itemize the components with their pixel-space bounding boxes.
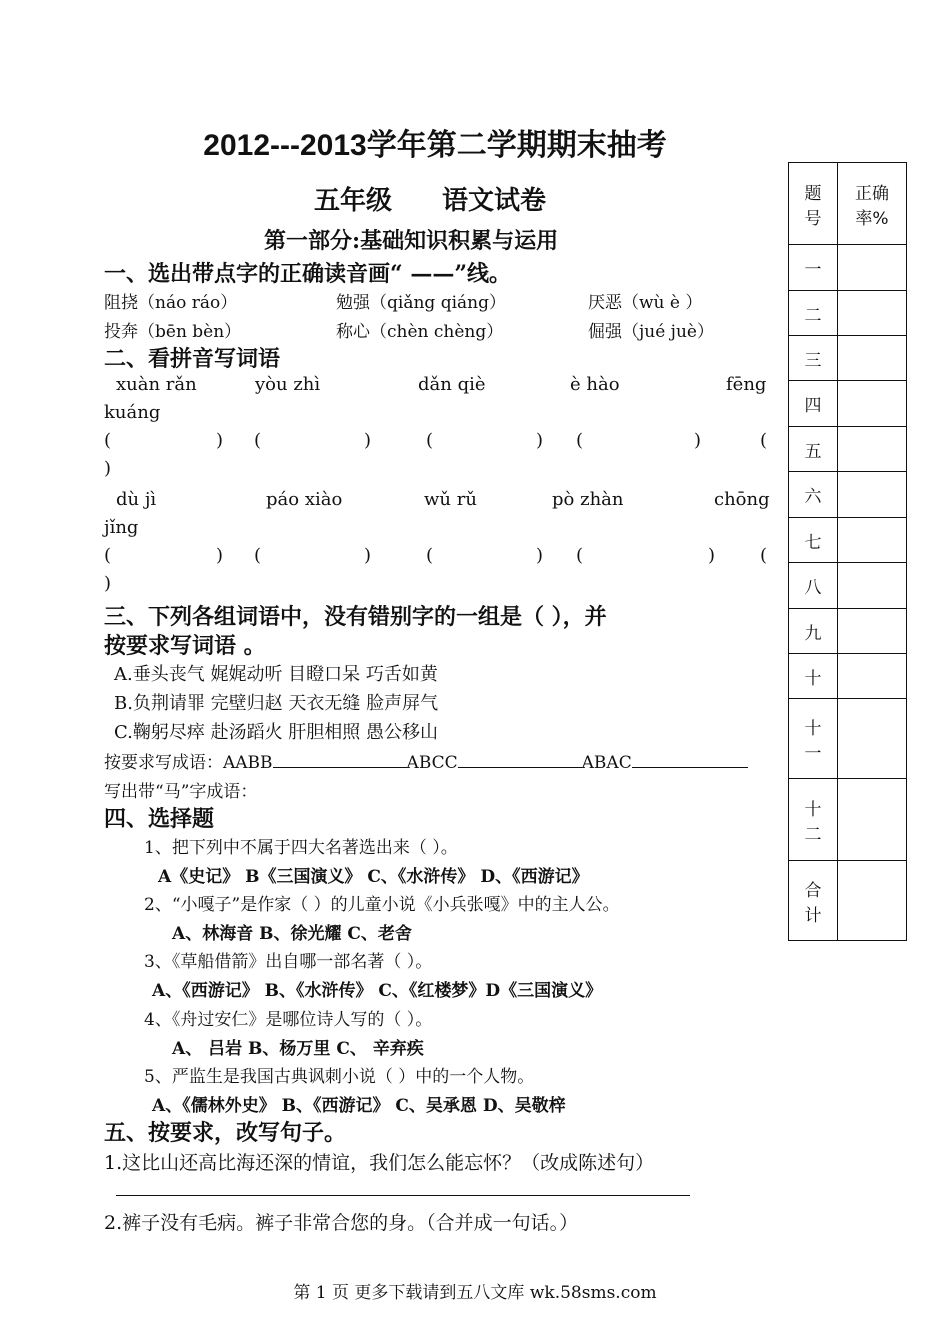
q4-5-options: A、《儒林外史》 B、《西游记》 C、吴承恩 D、吴敬梓: [152, 1096, 566, 1116]
section-3-heading-line2: 按要求写词语 。: [104, 633, 266, 659]
score-cell[interactable]: [838, 654, 907, 699]
part-one-title: 第一部分:基础知识积累与运用: [264, 228, 559, 254]
section-4-heading: 四、选择题: [104, 806, 215, 832]
s5-q1: 1.这比山还高比海还深的情谊，我们怎么能忘怀？（改成陈述句）: [104, 1152, 655, 1174]
answer-line[interactable]: [116, 1195, 690, 1196]
score-table: [788, 162, 907, 941]
s5-q2: 2.裤子没有毛病。裤子非常合您的身。（合并成一句话。）: [104, 1212, 579, 1234]
idiom-abac-label: ABAC: [581, 753, 632, 773]
section-1-heading: 一、选出带点字的正确读音画“ ——”线。: [104, 261, 511, 287]
section-2-heading: 二、看拼音写词语: [104, 346, 281, 372]
pinyin-2-3: wǔ rǔ: [424, 489, 477, 510]
answer-paren-open: (: [104, 430, 112, 451]
answer-paren-close: ): [216, 430, 224, 451]
answer-paren-close: ): [216, 545, 224, 566]
pinyin-1-2: yòu zhì: [255, 374, 321, 395]
score-cell[interactable]: [838, 563, 907, 609]
score-row-label: 八: [789, 563, 838, 609]
subject-label: 语文试卷: [442, 186, 547, 216]
exam-subtitle: [314, 180, 596, 217]
s3-option-a: A.垂头丧气 娓娓动听 目瞪口呆 巧舌如黄: [114, 664, 438, 685]
answer-paren-open: (: [576, 545, 584, 566]
pinyin-1-3: dǎn qiè: [418, 374, 486, 395]
s1-row1-item3: 厌恶（wù è ）: [588, 293, 703, 313]
answer-paren-open: (: [254, 545, 262, 566]
aabb-blank[interactable]: [273, 751, 407, 768]
score-row-label: 十: [789, 654, 838, 699]
pinyin-1-5: fēng: [726, 374, 767, 395]
score-cell[interactable]: [838, 336, 907, 381]
pinyin-2-4: pò zhàn: [552, 489, 624, 510]
s1-row2-item3: 倔强（jué juè）: [588, 322, 714, 342]
answer-paren-close: ): [694, 430, 702, 451]
section-5-heading: 五、按要求，改写句子。: [104, 1120, 347, 1146]
s1-row2-item1: 投奔（bēn bèn）: [104, 322, 242, 342]
s1-row1-item2: 勉强（qiǎng qiáng）: [336, 293, 506, 313]
answer-paren-open: (: [104, 545, 112, 566]
q4-5: 5、严监生是我国古典讽刺小说（ ）中的一个人物。: [144, 1067, 535, 1087]
score-row-label: 五: [789, 427, 838, 472]
score-cell[interactable]: [838, 291, 907, 336]
score-cell[interactable]: [838, 779, 907, 861]
score-header-accuracy: 正确 率%: [838, 163, 907, 245]
answer-paren-close: ): [364, 430, 372, 451]
answer-paren-open: (: [254, 430, 262, 451]
score-cell[interactable]: [838, 381, 907, 427]
score-cell[interactable]: [838, 699, 907, 779]
answer-paren-close: ): [104, 458, 112, 479]
s3-option-b: B.负荆请罪 完壁归赵 天衣无缝 脸声屏气: [114, 693, 439, 714]
exam-title: 2012---2013学年第二学期期末抽考: [203, 129, 667, 162]
answer-paren-close: ): [364, 545, 372, 566]
s3-option-c: C.鞠躬尽瘁 赴汤蹈火 肝胆相照 愚公移山: [114, 722, 439, 743]
score-row-label: 十 二: [789, 779, 838, 861]
pinyin-2-2: páo xiào: [266, 489, 343, 510]
q4-1-options: A《史记》 B《三国演义》 C、《水浒传》 D、《西游记》: [158, 867, 589, 887]
abac-blank[interactable]: [632, 751, 748, 768]
answer-paren-close: ): [104, 573, 112, 594]
score-total-cell[interactable]: [838, 861, 907, 941]
abcc-blank[interactable]: [458, 751, 582, 768]
score-cell[interactable]: [838, 518, 907, 563]
score-row-label: 二: [789, 291, 838, 336]
score-row-label: 九: [789, 609, 838, 654]
answer-paren-open: (: [576, 430, 584, 451]
q4-1: 1、把下列中不属于四大名著选出来（ ）。: [144, 838, 458, 858]
s1-row1-item1: 阻挠（náo ráo）: [104, 293, 238, 313]
score-row-label: 七: [789, 518, 838, 563]
q4-4: 4、《舟过安仁》是哪位诗人写的（ ）。: [144, 1010, 433, 1030]
answer-paren-close: ): [536, 545, 544, 566]
pinyin-2-5: chōng: [714, 489, 770, 510]
idiom-abcc-label: ABCC: [406, 753, 458, 773]
pinyin-1-1: xuàn rǎn: [116, 374, 197, 395]
s1-row2-item2: 称心（chèn chèng）: [336, 322, 504, 342]
score-row-label: 四: [789, 381, 838, 427]
score-row-label: 十 一: [789, 699, 838, 779]
grade-label: 五年级: [314, 186, 393, 216]
page-footer: 第 1 页 更多下载请到五八文库 wk.58sms.com: [293, 1283, 657, 1303]
score-cell[interactable]: [838, 427, 907, 472]
q4-4-options: A、 吕岩 B、杨万里 C、 辛弃疾: [172, 1039, 424, 1059]
answer-paren-close: ): [708, 545, 716, 566]
horse-idiom-prompt: 写出带“马”字成语：: [104, 782, 258, 802]
answer-paren-open: (: [760, 545, 768, 566]
answer-paren-open: (: [760, 430, 768, 451]
section-3-heading-line1: 三、下列各组词语中，没有错别字的一组是（ ），并: [104, 604, 607, 630]
pinyin-2-1: dù jì: [116, 489, 157, 510]
answer-paren-open: (: [426, 545, 434, 566]
answer-paren-close: ): [536, 430, 544, 451]
pinyin-1-5-wrap: kuáng: [104, 402, 161, 423]
pinyin-1-4: è hào: [570, 374, 620, 395]
score-row-label: 六: [789, 472, 838, 518]
idiom-write-line: [104, 748, 748, 773]
score-cell[interactable]: [838, 609, 907, 654]
q4-3-options: A、《西游记》 B、《水浒传》 C、《红楼梦》D《三国演义》: [152, 981, 603, 1001]
score-cell[interactable]: [838, 245, 907, 291]
idiom-aabb-label: 按要求写成语：AABB: [104, 753, 273, 773]
q4-2: 2、“小嘎子”是作家（ ）的儿童小说《小兵张嘎》中的主人公。: [144, 895, 620, 915]
score-row-label: 三: [789, 336, 838, 381]
score-cell[interactable]: [838, 472, 907, 518]
score-header-question: 题 号: [789, 163, 838, 245]
score-total-label: 合 计: [789, 861, 838, 941]
answer-paren-open: (: [426, 430, 434, 451]
q4-2-options: A、林海音 B、徐光耀 C、老舍: [172, 924, 412, 944]
score-row-label: 一: [789, 245, 838, 291]
pinyin-2-5-wrap: jǐng: [104, 517, 139, 538]
q4-3: 3、《草船借箭》出自哪一部名著（ ）。: [144, 952, 433, 972]
